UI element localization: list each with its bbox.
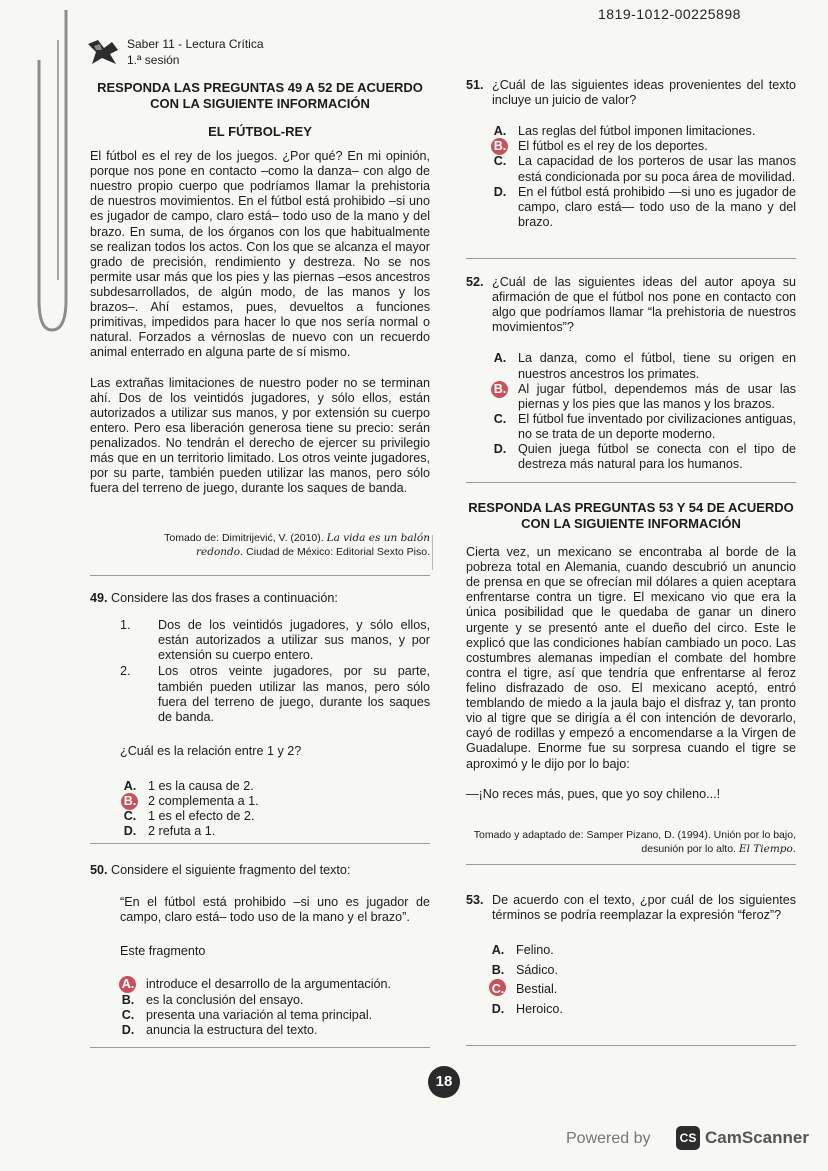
answer-options: [120, 779, 430, 839]
powered-by-label: Powered by: [566, 1130, 651, 1147]
right-section-heading: RESPONDA LAS PREGUNTAS 53 Y 54 DE ACUERDO CON LA SIGUIENTE INFORMACIÓN: [468, 500, 794, 531]
answer-option-d[interactable]: D. anuncia la estructura del texto.: [121, 1022, 318, 1037]
document-code: 1819-1012-00225898: [598, 6, 741, 22]
saber-logo-icon: [86, 38, 120, 66]
answer-option-a[interactable]: A. Las reglas del fútbol imponen limitaciones.: [493, 124, 756, 139]
question-prompt: ¿Cuál de las siguientes ideas provenientes del texto incluye un juicio de valor?: [492, 78, 796, 108]
answer-options: [490, 351, 796, 472]
answer-option-c[interactable]: C. El fútbol fue inventado por civilizaciones antiguas, no se trata de un deporte moderno.: [493, 411, 796, 441]
section-divider: [90, 575, 430, 576]
question-text: ¿Cuál es la relación entre 1 y 2?: [120, 743, 302, 758]
answer-option-b[interactable]: B. Sádico.: [491, 962, 559, 977]
exam-session: 1.ª sesión: [127, 52, 180, 67]
selected-mark: A.: [118, 977, 138, 992]
left-section-heading: RESPONDA LAS PREGUNTAS 49 A 52 DE ACUERDO CON LA SIGUIENTE INFORMACIÓN: [97, 80, 423, 111]
selected-mark: B.: [120, 794, 140, 809]
selected-mark: C.: [488, 980, 508, 1000]
camscanner-logo-icon: CS: [676, 1126, 700, 1150]
answer-option-a[interactable]: A. introduce el desarrollo de la argumentación.: [118, 977, 430, 992]
statement-list: [120, 618, 430, 725]
answer-option-b[interactable]: B. Al jugar fútbol, dependemos más de usar las piernas y los pies que las manos y los brazos.: [490, 382, 796, 412]
question-53: [466, 893, 796, 1019]
paper-clip-icon: [36, 0, 76, 340]
answer-option-d[interactable]: D. 2 refuta a 1.: [123, 824, 216, 839]
section-divider: [466, 482, 796, 483]
section-divider: [466, 1045, 796, 1046]
question-prompt: ¿Cuál de las siguientes ideas del autor apoya su afirmación de que el fútbol nos pone en contacto con algo que podríamos llamar “la prehistoria de nuestros movimientos”?: [492, 275, 796, 335]
exam-header: [127, 37, 264, 68]
question-51: [466, 78, 796, 230]
question-49: [90, 591, 430, 839]
question-prompt: Considere el siguiente fragmento del texto:: [111, 863, 351, 877]
story-dialogue: —¡No reces más, pues, que yo soy chileno...!: [466, 786, 721, 801]
exam-name: Saber 11 - Lectura Crítica: [127, 37, 264, 51]
column-divider: [432, 535, 433, 570]
answer-option-c[interactable]: C. La capacidad de los porteros de usar las manos está condicionada por su poca área de movilidad.: [493, 154, 796, 184]
source-credit: Tomado de: Dimitrijević, V. (2010). La vida es un balón redondo. Ciudad de México: Editorial Sexto Piso.: [164, 532, 430, 558]
quoted-fragment: “En el fútbol está prohibido –si uno es jugador de campo, claro está– todo uso de la mano y el brazo”.: [120, 895, 430, 925]
selected-mark: B.: [490, 139, 510, 154]
camscanner-brand: CamScanner: [705, 1128, 809, 1147]
answer-option-c[interactable]: C. presenta una variación al tema principal.: [121, 1007, 373, 1022]
answer-option-d[interactable]: D. Quien juega fútbol se conecta con el tipo de destreza más natural para los humanos.: [493, 442, 796, 472]
question-text: Este fragmento: [120, 944, 206, 959]
question-number: 53.: [466, 893, 484, 907]
question-prompt: De acuerdo con el texto, ¿por cuál de los siguientes términos se podría reemplazar la expresión “feroz”?: [492, 893, 796, 923]
question-prompt: Considere las dos frases a continuación:: [111, 591, 338, 605]
reading-text: [90, 149, 430, 496]
answer-option-a[interactable]: A. 1 es la causa de 2.: [123, 778, 254, 793]
question-number: 52.: [466, 275, 484, 289]
answer-option-d[interactable]: D. Heroico.: [491, 1001, 563, 1016]
statement-item: 2. Los otros veinte jugadores, por su parte, también pueden utilizar las manos, pero sólo fuera del terreno de juego, durante los saques de banda.: [120, 664, 430, 724]
question-number: 49.: [90, 591, 108, 605]
question-52: [466, 275, 796, 472]
question-50: [90, 863, 430, 1038]
story-text: [466, 545, 796, 802]
answer-option-a[interactable]: A. Felino.: [491, 943, 554, 958]
answer-option-a[interactable]: A. La danza, como el fútbol, tiene su origen en nuestros ancestros los primates.: [493, 351, 796, 381]
statement-item: 1. Dos de los veintidós jugadores, y sólo ellos, están autorizados a utilizar sus manos, y por extensión su cuerpo entero.: [120, 618, 430, 663]
source-credit: Tomado y adaptado de: Samper Pizano, D. (1994). Unión por lo bajo, desunión por lo alto. El Tiempo.: [473, 829, 796, 855]
answer-option-d[interactable]: D. En el fútbol está prohibido —si uno es jugador de campo, claro está— todo uso de la mano y del brazo.: [493, 184, 796, 229]
section-divider: [90, 843, 430, 844]
reading-paragraph: Las extrañas limitaciones de nuestro poder no se terminan ahí. Dos de los veintidós jugadores, y sólo ellos, están autorizados a utilizar sus manos, y por extensión su cuerpo entero. Pero esa liberación generosa tiene su precio: serán penalizados. No tendrán el derecho de ejercer su privilegio más que en un territorio limitado. Los otros veinte jugadores, por su parte, también pueden utilizar las manos, pero sólo fuera del terreno de juego, durante los saques de banda.: [90, 375, 430, 496]
section-divider: [466, 258, 796, 259]
text-title: EL FÚTBOL-REY: [208, 124, 312, 139]
answer-option-c[interactable]: C. 1 es el efecto de 2.: [123, 809, 255, 824]
page-number: 18: [428, 1066, 460, 1098]
reading-paragraph: El fútbol es el rey de los juegos. ¿Por qué? En mi opinión, porque nos pone en contacto –como la danza– con algo de nuestro propio cuerpo que podríamos llamar la prehistoria de nuestros movimientos. En el fútbol está prohibido –si uno es jugador de campo, claro está– todo uso de la mano y del brazo. En suma, de los órganos con los que habitualmente se realizan todos los actos. Con los que se alcanza el mayor grado de precisión, rendimiento y destreza. No se nos permite usar más que los pies y las piernas –esos ancestros subdesarrollados, de algún modo, de las manos y los brazos–. Ahí estamos, pues, devueltos a funciones primitivas, impedidos para hacer lo que nos sería normal o natural. Forzados a vérnoslas de nuevo con un recuerdo animal enterrado en alguna parte de sí mismo.: [90, 149, 430, 360]
answer-option-b[interactable]: B. El fútbol es el rey de los deportes.: [490, 139, 796, 154]
answer-options: [118, 977, 430, 1037]
question-number: 50.: [90, 863, 108, 877]
answer-option-b[interactable]: B. es la conclusión del ensayo.: [121, 992, 304, 1007]
story-paragraph: Cierta vez, un mexicano se encontraba al borde de la pobreza total en Alemania, cuando descubrió un anuncio de prensa en que se ofrecían mil dólares a quien aceptara enfrentarse contra un tigre. El mexicano vio que era la única posibilidad que le quedaba de ganar un dinero urgente y se presentó ante el dueño del circo. Este le explicó que las condiciones habían cambiado un poco. Las costumbres alemanas impedían el combate del hombre contra el tigre, así que tendría que enfrentarse al feroz felino disfrazado de oso. El mexicano aceptó, entró temblando de miedo a la jaula bajo el disfraz y, tan pronto vio al tigre que se dirigía a él con intención de devorarlo, cayó de rodillas y empezó a encomendarse a la Virgen de Guadalupe. Enorme fue su sorpresa cuando el tigre se aproximó y le dijo por lo bajo:: [466, 545, 796, 771]
answer-option-c[interactable]: C. Bestial.: [488, 980, 796, 1000]
selected-mark: B.: [490, 382, 510, 397]
answer-option-b[interactable]: B. 2 complementa a 1.: [120, 794, 430, 809]
answer-options: [490, 124, 796, 230]
section-divider: [466, 864, 796, 865]
answer-options: [488, 941, 796, 1019]
question-number: 51.: [466, 78, 484, 92]
section-divider: [90, 1047, 430, 1048]
